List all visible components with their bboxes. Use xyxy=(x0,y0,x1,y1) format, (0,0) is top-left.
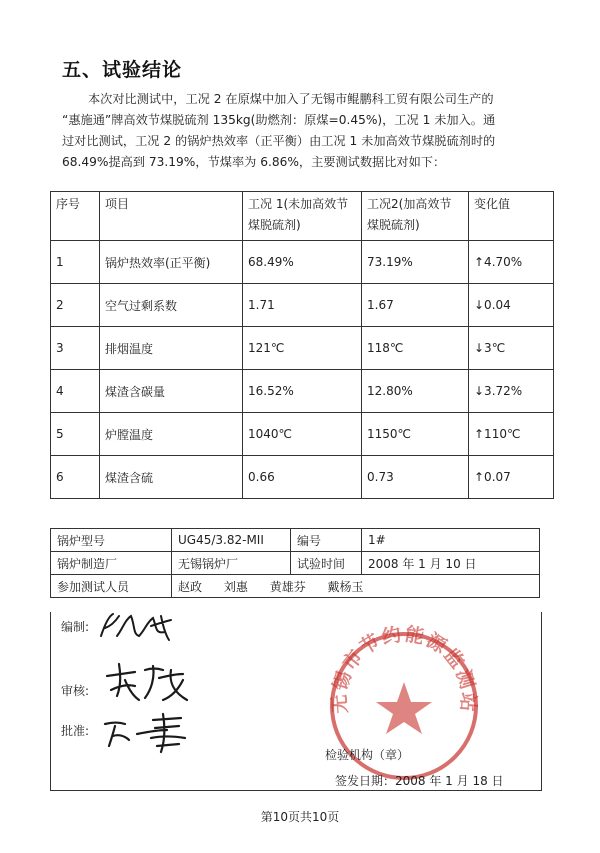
approved-label: 批准: xyxy=(61,724,90,738)
approved-signature xyxy=(99,706,209,756)
cell-item: 排烟温度 xyxy=(100,327,243,370)
table-row xyxy=(51,456,554,499)
cell-change: ↓3.72% xyxy=(469,370,554,413)
table-row xyxy=(51,413,554,456)
header-case1: 工况 1(未加高效节煤脱硫剂) xyxy=(243,192,362,241)
cell-case1: 1040℃ xyxy=(243,413,362,456)
cell-no: 1 xyxy=(51,241,100,284)
compiled-signature xyxy=(95,606,185,646)
cell-no: 3 xyxy=(51,327,100,370)
cell-change: ↓3℃ xyxy=(469,327,554,370)
institution-label: 检验机构（章） xyxy=(325,748,410,762)
test-time-label: 试验时间 xyxy=(291,552,362,575)
boiler-model-value: UG45/3.82-MII xyxy=(172,529,291,552)
issue-date-label: 签发日期： xyxy=(335,774,396,788)
participant-name: 黄雄芬 xyxy=(269,579,306,594)
issue-date-value: 2008 年 1 月 18 日 xyxy=(395,774,504,788)
table-row xyxy=(51,370,554,413)
participants-list xyxy=(172,575,540,598)
cell-item: 炉膛温度 xyxy=(100,413,243,456)
cell-item: 空气过剩系数 xyxy=(100,284,243,327)
cell-item: 煤渣含碳量 xyxy=(100,370,243,413)
conclusion-paragraph xyxy=(62,89,552,173)
cell-case2: 12.80% xyxy=(362,370,469,413)
cell-case2: 1150℃ xyxy=(362,413,469,456)
reviewed-label: 审核: xyxy=(61,684,90,698)
comparison-table xyxy=(50,191,554,499)
table-row xyxy=(51,575,540,598)
cell-item: 锅炉热效率(正平衡) xyxy=(100,241,243,284)
serial-label: 编号 xyxy=(291,529,362,552)
table-row xyxy=(51,327,554,370)
section-title: 五、试验结论 xyxy=(62,59,183,81)
paragraph-line: 过对比测试，工况 2 的锅炉热效率（正平衡）由工况 1 未加高效节煤脱硫剂时的 xyxy=(62,134,496,148)
cell-case2: 0.73 xyxy=(362,456,469,499)
paragraph-line: 68.49%提高到 73.19%，节煤率为 6.86%，主要测试数据比对如下： xyxy=(62,155,446,169)
cell-no: 4 xyxy=(51,370,100,413)
cell-no: 5 xyxy=(51,413,100,456)
cell-case1: 16.52% xyxy=(243,370,362,413)
boiler-model-label: 锅炉型号 xyxy=(51,529,172,552)
signature-box xyxy=(50,612,542,791)
table-row xyxy=(51,241,554,284)
boiler-info-table xyxy=(50,528,540,598)
table-row xyxy=(51,529,540,552)
cell-case1: 68.49% xyxy=(243,241,362,284)
header-item: 项目 xyxy=(100,192,243,241)
cell-change: ↑110℃ xyxy=(469,413,554,456)
cell-case1: 1.71 xyxy=(243,284,362,327)
table-row xyxy=(51,552,540,575)
reviewed-signature xyxy=(99,656,209,706)
serial-value: 1# xyxy=(362,529,540,552)
participant-name: 戴杨玉 xyxy=(327,579,364,594)
participant-name: 赵政 xyxy=(178,579,203,594)
cell-change: ↑0.07 xyxy=(469,456,554,499)
table-row xyxy=(51,284,554,327)
cell-change: ↑4.70% xyxy=(469,241,554,284)
cell-case1: 121℃ xyxy=(243,327,362,370)
header-change: 变化值 xyxy=(469,192,554,241)
cell-no: 6 xyxy=(51,456,100,499)
header-case2: 工况2(加高效节煤脱硫剂) xyxy=(362,192,469,241)
cell-case1: 0.66 xyxy=(243,456,362,499)
issue-date xyxy=(335,772,504,789)
cell-case2: 73.19% xyxy=(362,241,469,284)
test-time-value: 2008 年 1 月 10 日 xyxy=(362,552,540,575)
cell-case2: 1.67 xyxy=(362,284,469,327)
participants-label: 参加测试人员 xyxy=(51,575,172,598)
cell-case2: 118℃ xyxy=(362,327,469,370)
paragraph-line: 本次对比测试中，工况 2 在原煤中加入了无锡市鲲鹏科工贸有限公司生产的 xyxy=(88,92,494,106)
compiled-label: 编制: xyxy=(61,620,90,634)
page-footer: 第10页共10页 xyxy=(260,810,340,824)
cell-change: ↓0.04 xyxy=(469,284,554,327)
seal-star-icon xyxy=(376,682,432,734)
paragraph-line: “惠施通”牌高效节煤脱硫剂 135kg(助燃剂：原煤=0.45%)，工况 1 未加入。通 xyxy=(62,113,496,127)
table-header-row xyxy=(51,192,554,241)
header-no: 序号 xyxy=(51,192,100,241)
cell-item: 煤渣含硫 xyxy=(100,456,243,499)
cell-no: 2 xyxy=(51,284,100,327)
participant-name: 刘惠 xyxy=(223,579,248,594)
manufacturer-label: 锅炉制造厂 xyxy=(51,552,172,575)
seal-text: 无锡市节约能源监测站 xyxy=(328,623,480,715)
manufacturer-value: 无锡锅炉厂 xyxy=(172,552,291,575)
